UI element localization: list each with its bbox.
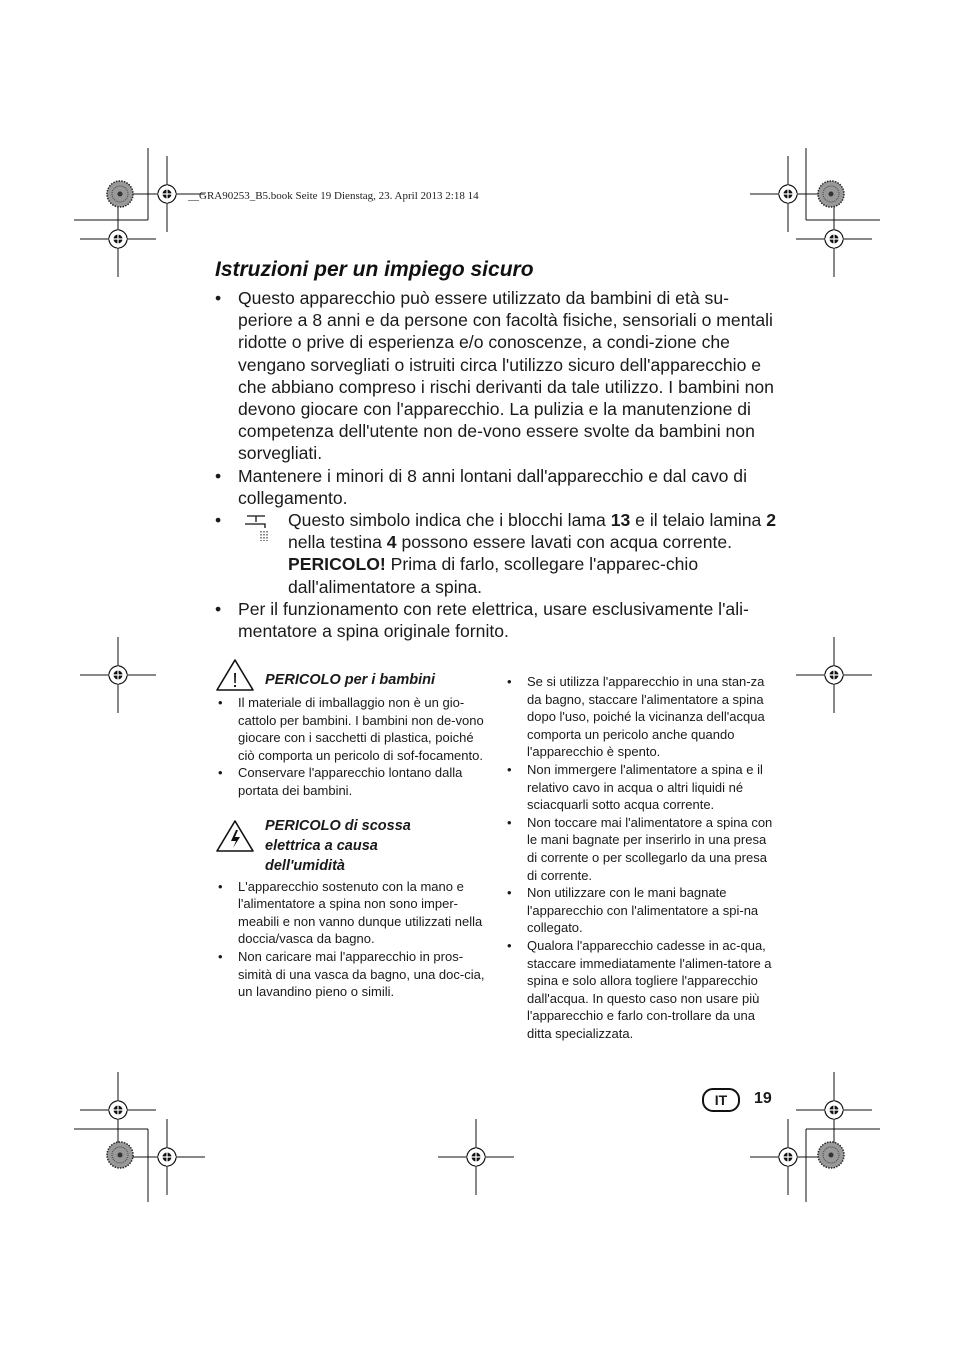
item-text: Questo apparecchio può essere utilizzato da bambini di età su-periore a 8 anni e da persone con facoltà fisiche, sensoriali o mentali ridotte o prive di esperienza e/o conoscenze, a condi-zione che vengano sorvegliati o istruiti circa l'utilizzo sicuro dell'apparecchio e che abbiano compreso i rischi derivanti da tale utilizzo. I bambini non devono giocare con l'apparecchio. La pulizia e la manutenzione di competenza dell'utente non de-vono essere svolte da bambini non sorvegliati.: [238, 288, 774, 464]
bullet: •: [507, 885, 512, 901]
bullet: •: [215, 465, 222, 486]
bullet: •: [507, 937, 512, 953]
right-column: [504, 673, 779, 1042]
item-text: L'apparecchio sostenuto con la mano e l'alimentatore a spina non sono imper-meabili e non vanno dunque utilizzati nella doccia/vasca da bagno.: [238, 878, 483, 947]
bullet: •: [215, 598, 222, 619]
language-badge: IT: [702, 1088, 740, 1112]
warning-children: [215, 658, 490, 692]
registration-mark: [750, 156, 826, 232]
registration-mark: [796, 1072, 872, 1148]
registration-mark: [80, 637, 156, 713]
list-item: [215, 694, 490, 764]
list-item: [215, 948, 490, 1001]
list-item: [215, 287, 780, 465]
item-text: Qualora l'apparecchio cadesse in ac-qua, staccare immediatamente l'alimen-tatore a spina e solo allora togliere l'apparecchio dall'acqua. In questo caso non usare più l'apparecchio e farlo con-trollare da una ditta specializzata.: [527, 937, 772, 1041]
section-title: Istruzioni per un impiego sicuro: [215, 258, 534, 281]
electric-shock-icon: [215, 819, 255, 853]
bullet: •: [218, 878, 223, 894]
item-text: Mantenere i minori di 8 anni lontani dall'apparecchio e dal cavo di collegamento.: [238, 465, 747, 508]
list-item: [504, 814, 779, 884]
item-text: Questo simbolo indica che i blocchi lama 13 e il telaio lamina 2 nella testina 4 possono essere lavati con acqua corrente. PERICOLO! Prima di farlo, scollegare l'apparec-chio dall'alimentatore a spina.: [288, 510, 777, 597]
item-text: Il materiale di imballaggio non è un gio-cattolo per bambini. I bambini non de-vono giocare con i sacchetti di plastica, poiché ciò comporta un pericolo di sof-focamento.: [238, 695, 484, 763]
bullet: •: [507, 814, 512, 830]
registration-mark: [129, 1119, 205, 1195]
list-item: [504, 673, 779, 761]
bullet: •: [218, 695, 223, 710]
color-wheel-mark: [107, 1142, 133, 1168]
item-text: Per il funzionamento con rete elettrica, usare esclusivamente l'ali-mentatore a spina originale fornito.: [238, 598, 749, 642]
list-item: [215, 465, 780, 509]
part-number: 2: [766, 510, 777, 531]
list-item: [215, 878, 490, 948]
color-wheel-mark: [818, 1142, 844, 1168]
color-wheel-mark: [107, 181, 133, 207]
bullet: •: [215, 288, 222, 308]
item-text: Non immergere l'alimentatore a spina e il relativo cavo in acqua o altri liquidi né sciacquarli sotto acqua corrente.: [527, 761, 763, 813]
bullet: •: [507, 761, 512, 777]
warning-title: PERICOLO di scossa elettrica a causa dell'umidità: [265, 817, 411, 874]
registration-mark: [796, 201, 872, 277]
registration-mark: [750, 1119, 826, 1195]
danger-label: PERICOLO!: [288, 554, 386, 575]
list-item: [504, 761, 779, 814]
print-header: __GRA90253_B5.book Seite 19 Dienstag, 23. April 2013 2:18 14: [188, 190, 479, 202]
list-item: [504, 937, 779, 1043]
svg-text:!: !: [232, 670, 238, 692]
bullet: •: [507, 674, 512, 689]
registration-mark: [80, 201, 156, 277]
list-item: [215, 598, 780, 642]
item-text: Non caricare mai l'apparecchio in pros-simità di una vasca da bagno, una doc-cia, un lavandino pieno o simili.: [238, 948, 485, 1000]
item-text: Conservare l'apparecchio lontano dalla portata dei bambini.: [238, 765, 463, 798]
main-instructions: [215, 287, 780, 642]
page-number: 19: [754, 1090, 772, 1107]
registration-mark: [438, 1119, 514, 1195]
item-text: Non utilizzare con le mani bagnate l'apparecchio con l'alimentatore a spi-na collegato.: [527, 885, 759, 936]
bullet: •: [215, 510, 222, 531]
list-item: [504, 884, 779, 937]
bullet: •: [218, 765, 223, 781]
part-number: 4: [386, 532, 397, 553]
warning-triangle-icon: [215, 658, 255, 692]
list-item: [215, 764, 490, 799]
running-water-icon: [241, 512, 275, 544]
registration-mark: [796, 637, 872, 713]
warning-title: PERICOLO per i bambini: [265, 672, 435, 688]
color-wheel-mark: [818, 181, 844, 207]
registration-mark: [80, 1072, 156, 1148]
item-text: Se si utilizza l'apparecchio in una stan-za da bagno, staccare l'alimentatore a spina dopo l'uso, poiché la vicinanza dell'acqua comporta un pericolo anche quando l'apparecchio è spento.: [527, 674, 765, 760]
bullet: •: [218, 948, 223, 964]
warning-shock: [215, 815, 490, 876]
left-column: [215, 658, 490, 1001]
list-item-symbol: [215, 509, 780, 598]
part-number: 13: [610, 510, 631, 531]
item-text: Non toccare mai l'alimentatore a spina con le mani bagnate per inserirlo in una presa di corrente o per scollegarlo da una presa di corrente.: [527, 814, 773, 883]
